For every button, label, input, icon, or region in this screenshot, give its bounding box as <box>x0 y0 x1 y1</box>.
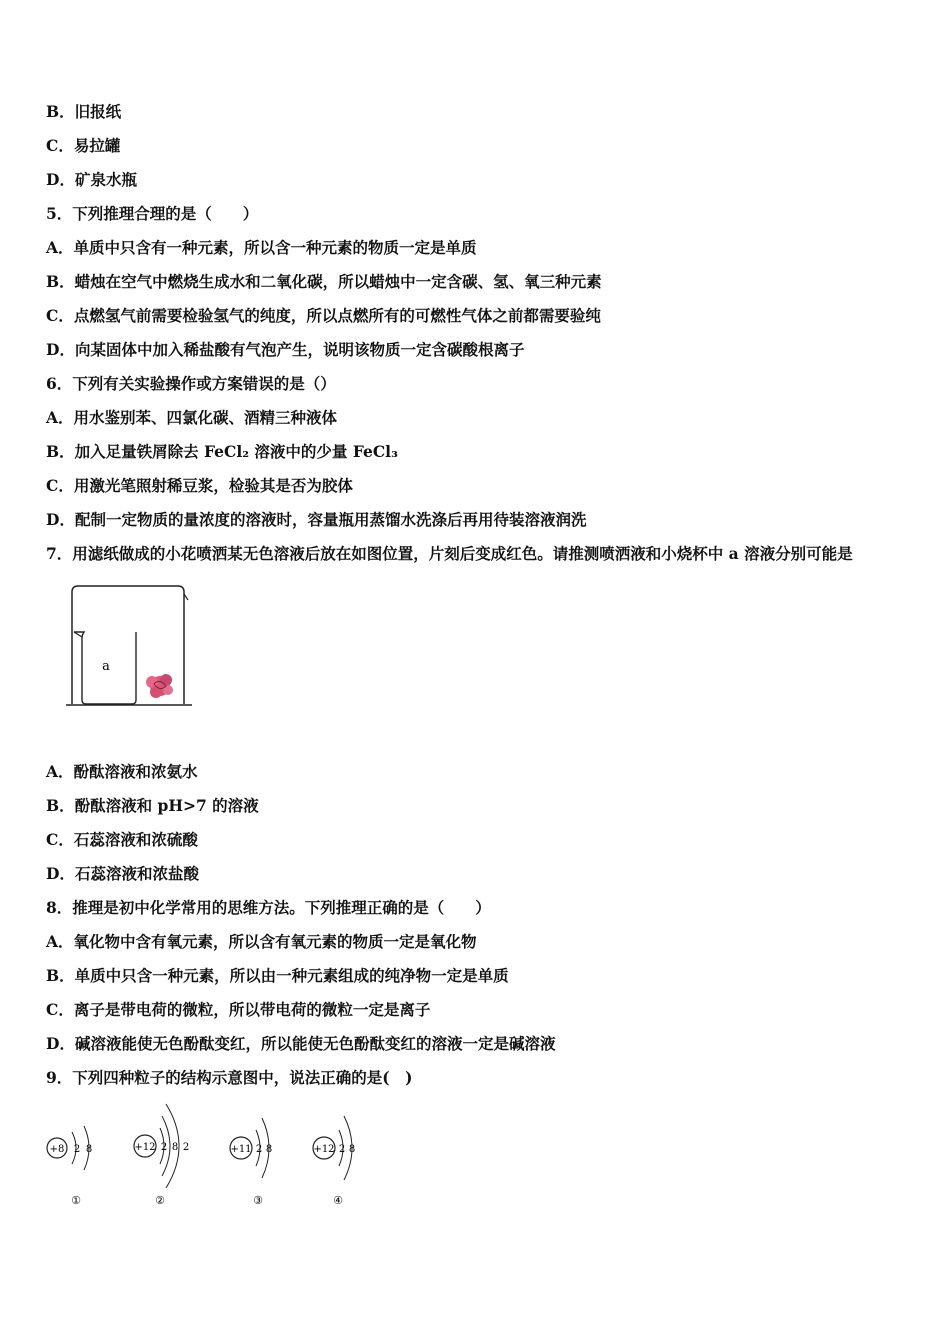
particle-structure-figure <box>40 1100 380 1212</box>
question-6: 6．下列有关实验操作或方案错误的是（） <box>46 374 336 393</box>
particle-2 <box>134 1104 189 1207</box>
shell-electrons: 2 <box>160 1142 168 1153</box>
q6-option-c: C．用激光笔照射稀豆浆，检验其是否为胶体 <box>46 476 353 495</box>
q5-option-c: C．点燃氢气前需要检验氢气的纯度，所以点燃所有的可燃性气体之前都需要验纯 <box>46 306 601 325</box>
q5-option-b: B．蜡烛在空气中燃烧生成水和二氧化碳，所以蜡烛中一定含碳、氢、氧三种元素 <box>46 272 602 291</box>
q7-option-a: A．酚酞溶液和浓氨水 <box>46 762 198 781</box>
nucleus-charge: +12 <box>134 1142 156 1153</box>
shell-electrons: 2 <box>255 1144 263 1155</box>
option-c-can: C．易拉罐 <box>46 136 121 155</box>
q7-option-c: C．石蕊溶液和浓硫酸 <box>46 830 198 849</box>
q5-option-d: D．向某固体中加入稀盐酸有气泡产生，说明该物质一定含碳酸根离子 <box>46 340 525 359</box>
option-d-water-bottle: D．矿泉水瓶 <box>46 170 137 189</box>
beaker-spout <box>74 632 82 637</box>
q6-option-b: B．加入足量铁屑除去 FeCl₂ 溶液中的少量 FeCl₃ <box>46 442 398 461</box>
option-b-old-newspaper: B．旧报纸 <box>46 102 122 121</box>
particle-label: ① <box>71 1194 81 1207</box>
paper-flower-icon <box>146 674 173 698</box>
q7-option-d: D．石蕊溶液和浓盐酸 <box>46 864 199 883</box>
q8-option-c: C．离子是带电荷的微粒，所以带电荷的微粒一定是离子 <box>46 1000 431 1019</box>
particle-label: ④ <box>333 1194 343 1207</box>
q6-option-d: D．配制一定物质的量浓度的溶液时，容量瓶用蒸馏水洗涤后再用待装溶液润洗 <box>46 510 587 529</box>
shell-electrons: 2 <box>182 1142 190 1153</box>
q6-option-a: A．用水鉴别苯、四氯化碳、酒精三种液体 <box>46 408 338 427</box>
q5-option-a: A．单质中只含有一种元素，所以含一种元素的物质一定是单质 <box>46 238 477 257</box>
particle-3 <box>230 1118 272 1207</box>
question-8: 8．推理是初中化学常用的思维方法。下列推理正确的是（ ） <box>46 898 491 917</box>
particle-1 <box>47 1126 92 1207</box>
shell-electrons: 2 <box>73 1144 81 1155</box>
shell-electrons: 8 <box>348 1144 356 1155</box>
shell-electrons: 2 <box>338 1144 346 1155</box>
shell-electrons: 8 <box>171 1142 179 1153</box>
bell-jar-figure <box>60 582 200 712</box>
question-9: 9．下列四种粒子的结构示意图中，说法正确的是( ) <box>46 1068 413 1087</box>
particle-diagrams <box>40 1100 380 1212</box>
particle-label: ③ <box>253 1194 263 1207</box>
question-5: 5．下列推理合理的是（ ） <box>46 204 259 223</box>
bell-jar-diagram <box>60 582 200 712</box>
nucleus-charge: +12 <box>313 1144 335 1155</box>
q8-option-d: D．碱溶液能使无色酚酞变红，所以能使无色酚酞变红的溶液一定是碱溶液 <box>46 1034 556 1053</box>
nucleus-charge: +11 <box>230 1144 252 1155</box>
particle-4 <box>313 1116 355 1207</box>
shell-electrons: 8 <box>85 1144 93 1155</box>
q8-option-b: B．单质中只含一种元素，所以由一种元素组成的纯净物一定是单质 <box>46 966 509 985</box>
shell-electrons: 8 <box>265 1144 273 1155</box>
nucleus-charge: +8 <box>49 1144 65 1155</box>
particle-label: ② <box>155 1194 165 1207</box>
q7-option-b: B．酚酞溶液和 pH>7 的溶液 <box>46 796 259 815</box>
beaker-label: a <box>102 659 110 674</box>
question-7: 7．用滤纸做成的小花喷洒某无色溶液后放在如图位置，片刻后变成红色。请推测喷洒液和小烧杯中 a 溶液分别可能是 <box>46 544 853 563</box>
q8-option-a: A．氧化物中含有氧元素，所以含有氧元素的物质一定是氧化物 <box>46 932 477 951</box>
